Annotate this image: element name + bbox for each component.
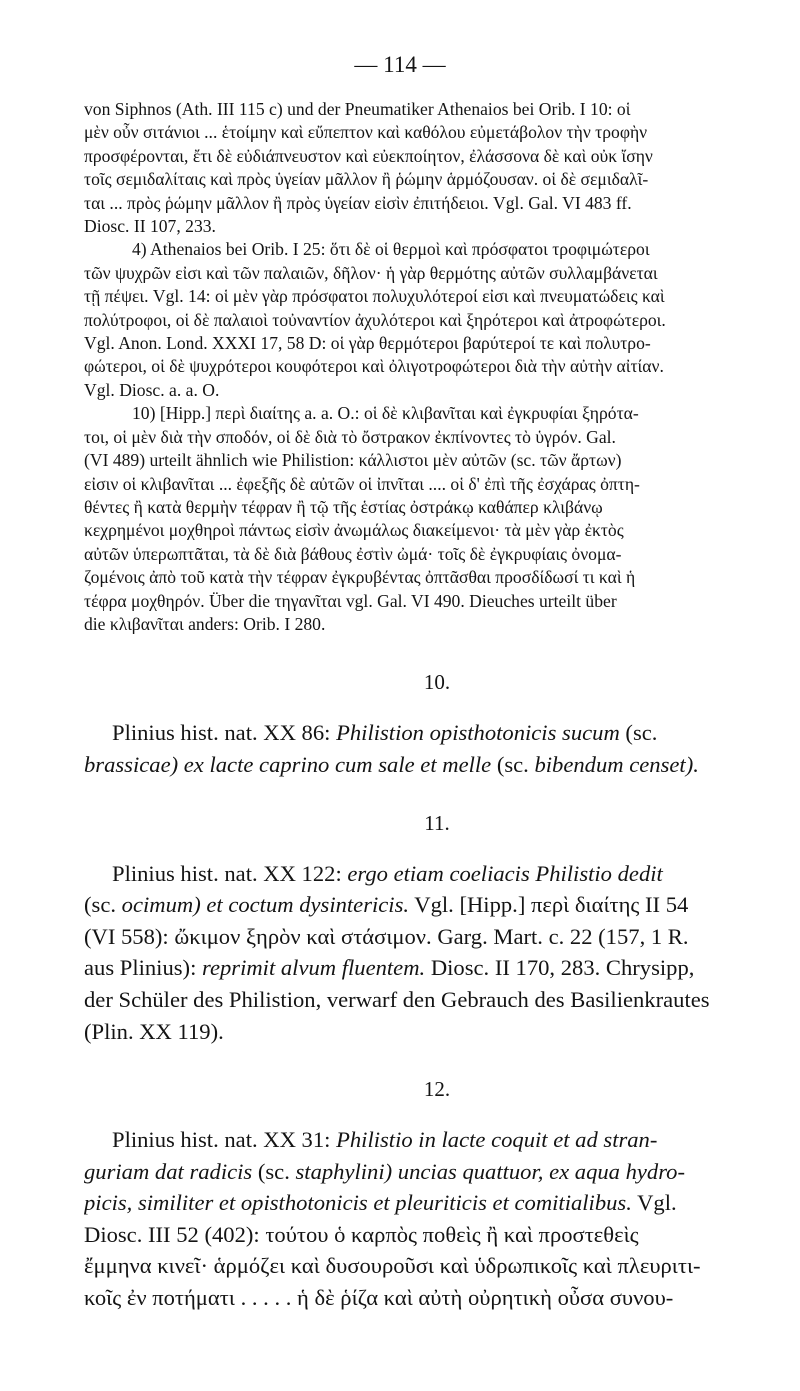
- note-line: 10) [Hipp.] περὶ διαίτης a. a. O.: οἱ δὲ κλιβανῖται καὶ ἐγκρυφίαι ξηρότα-: [132, 403, 639, 424]
- note-line: (VI 489) urteilt ähnlich wie Philistion: κάλλιστοι μὲν αὐτῶν (sc. τῶν ἄρτων): [84, 450, 622, 471]
- section-number: 12.: [423, 1077, 451, 1102]
- note-line: τέφρα μοχθηρόν. Über die τηγανῖται vgl. Gal. VI 490. Dieuches urteilt über: [84, 590, 617, 611]
- text-run: aus Plinius):: [84, 955, 202, 981]
- text-line: [84, 749, 790, 781]
- note-line: ται ... πρὸς ῥώμην μᾶλλον ἢ πρὸς ὑγείαν εἰσὶν ἐπιτήδειοι. Vgl. Gal. VI 483 ff.: [84, 192, 632, 213]
- text-line: [84, 1250, 790, 1282]
- note-line: τῇ πέψει. Vgl. 14: οἱ μὲν γὰρ πρόσφατοι πολυχυλότεροί εἰσι καὶ πνευματώδεις καὶ: [84, 286, 665, 307]
- note-line: εἰσιν οἱ κλιβανῖται ... ἐφεξῆς δὲ αὐτῶν οἱ ἰπνῖται .... οἱ δ' ἐπὶ τῆς ἐσχάρας ὀπτη-: [84, 473, 640, 494]
- latin-quote: brassicae) ex lacte caprino cum sale et melle: [84, 751, 492, 777]
- latin-quote: reprimit alvum fluentem.: [202, 955, 426, 981]
- note-line: Vgl. Anon. Lond. XXXI 17, 58 D: οἱ γὰρ θερμότεροι βαρύτεροί τε καὶ πολυτρο-: [84, 333, 651, 354]
- note-line: αὐτῶν ὑπερωπτᾶται, τὰ δὲ διὰ βάθους ἐστὶν ὠμά· τοῖς δὲ ἐγκρυφίαις ὀνομα-: [84, 543, 622, 564]
- note-line: die κλιβανῖται anders: Orib. I 280.: [84, 613, 326, 634]
- page-body: [84, 98, 790, 1314]
- latin-quote: bibendum censet).: [534, 751, 699, 777]
- latin-quote: picis, similiter et opisthotonicis et pleuriticis et comitialibus.: [84, 1190, 632, 1216]
- text-line: [84, 717, 790, 749]
- text-line: [84, 1016, 790, 1048]
- latin-quote: ergo etiam coeliacis Philistio dedit: [347, 860, 663, 886]
- text-line: [84, 1124, 790, 1156]
- text-run: (Plin. XX 119).: [84, 1018, 224, 1044]
- note-line: προσφέρονται, ἔτι δὲ εὐδιάπνευστον καὶ εὐεκποίητον, ἐλάσσονα δὲ καὶ οὐκ ἴσην: [84, 145, 653, 166]
- note-line: τοι, οἱ μὲν διὰ τὴν σποδόν, οἱ δὲ διὰ τὸ ὄστρακον ἐκπίνοντες τὸ ὑγρόν. Gal.: [84, 426, 616, 447]
- note-line: Diosc. II 107, 233.: [84, 216, 216, 237]
- text-line: [84, 1219, 790, 1251]
- note-line: von Siphnos (Ath. III 115 c) und der Pneumatiker Athenaios bei Orib. I 10: οἱ: [84, 99, 631, 119]
- text-run: Diosc. II 170, 283. Chrysipp,: [425, 955, 695, 981]
- text-run: der Schüler des Philistion, verwarf den Gebrauch des Basilienkrautes: [84, 986, 710, 1012]
- note-line: ζομένοις ἀπὸ τοῦ κατὰ τὴν τέφραν ἐγκρυβέντας ὀπτᾶσθαι προσδίδωσί τι καὶ ἡ: [84, 567, 636, 588]
- section-number: 11.: [424, 810, 450, 835]
- text-line: [84, 1187, 790, 1219]
- latin-quote: staphylini) uncias quattuor, ex aqua hydro-: [295, 1158, 686, 1184]
- text-run: Plinius hist. nat. XX 86:: [112, 720, 337, 746]
- text-line: [84, 952, 790, 984]
- latin-quote: Philistio in lacte coquit et ad stran-: [336, 1127, 658, 1153]
- note-line: Vgl. Diosc. a. a. O.: [84, 379, 220, 400]
- note-line: θέντες ἢ κατὰ θερμὴν τέφραν ἢ τῷ τῆς ἑστίας ὀστράκῳ καθάπερ κλιβάνῳ: [84, 496, 603, 517]
- text-line: [84, 984, 790, 1016]
- footnote-block: [84, 98, 790, 636]
- text-run: (VI 558): ὤκιμον ξηρὸν καὶ στάσιμον. Garg. Mart. c. 22 (157, 1 R.: [84, 923, 689, 949]
- latin-quote: guriam dat radicis: [84, 1158, 253, 1184]
- text-run: Plinius hist. nat. XX 122:: [112, 860, 348, 886]
- note-line: κεχρημένοι μοχθηροὶ πάντως εἰσὶν ἀνωμάλως διακείμενοι· τὰ μὲν γὰρ ἐκτὸς: [84, 520, 624, 541]
- latin-quote: Philistion opisthotonicis sucum: [336, 720, 620, 746]
- text-line: [84, 1282, 790, 1314]
- text-run: ἔμμηνα κινεῖ· ἁρμόζει καὶ δυσουροῦσι καὶ ὑδρωπικοῖς καὶ πλευριτι-: [84, 1253, 701, 1279]
- text-line: [84, 858, 790, 890]
- text-run: Plinius hist. nat. XX 31:: [112, 1127, 337, 1153]
- text-run: Vgl. [Hipp.] περὶ διαίτης II 54: [409, 892, 689, 918]
- sections-block: [84, 670, 790, 1313]
- note-line: τοῖς σεμιδαλίταις καὶ πρὸς ὑγείαν μᾶλλον ἢ ῥώμην ἁρμόζουσαν. οἱ δὲ σεμιδαλῖ-: [84, 169, 649, 190]
- text-run: Vgl.: [631, 1190, 677, 1216]
- text-run: (sc.: [491, 751, 535, 777]
- text-run: κοῖς ἐν ποτήματι . . . . . ἡ δὲ ῥίζα καὶ αὐτὴ οὐρητικὴ οὖσα συνου-: [84, 1285, 674, 1311]
- page-number: — 114 —: [354, 52, 446, 77]
- text-run: (sc.: [619, 720, 658, 746]
- text-run: (sc.: [252, 1158, 296, 1184]
- note-line: τῶν ψυχρῶν εἰσι καὶ τῶν παλαιῶν, δῆλον· ἡ γὰρ θερμότης αὐτῶν συλλαμβάνεται: [84, 262, 658, 283]
- note-line: 4) Athenaios bei Orib. I 25: ὅτι δὲ οἱ θερμοὶ καὶ πρόσφατοι τροφιμώτεροι: [132, 239, 650, 260]
- section-number: 10.: [423, 670, 451, 695]
- text-line: [84, 889, 790, 921]
- text-run: (sc.: [84, 892, 122, 918]
- text-run: Diosc. III 52 (402): τούτου ὁ καρπὸς ποθεὶς ἢ καὶ προστεθεὶς: [84, 1221, 639, 1247]
- note-line: φώτεροι, οἱ δὲ ψυχρότεροι κουφότεροι καὶ ὀλιγοτροφώτεροι διὰ τὴν αὐτὴν αἰτίαν.: [84, 356, 664, 377]
- text-line: [84, 1156, 790, 1188]
- latin-quote: ocimum) et coctum dysintericis.: [121, 892, 410, 918]
- text-line: [84, 921, 790, 953]
- note-line: πολύτροφοι, οἱ δὲ παλαιοὶ τοὐναντίον ἀχυλότεροι καὶ ξηρότεροι καὶ ἀτροφώτεροι.: [84, 309, 666, 330]
- note-line: μὲν οὖν σιτάνιοι ... ἑτοίμην καὶ εὔπεπτον καὶ καθόλου εὐμετάβολον τὴν τροφὴν: [84, 122, 648, 143]
